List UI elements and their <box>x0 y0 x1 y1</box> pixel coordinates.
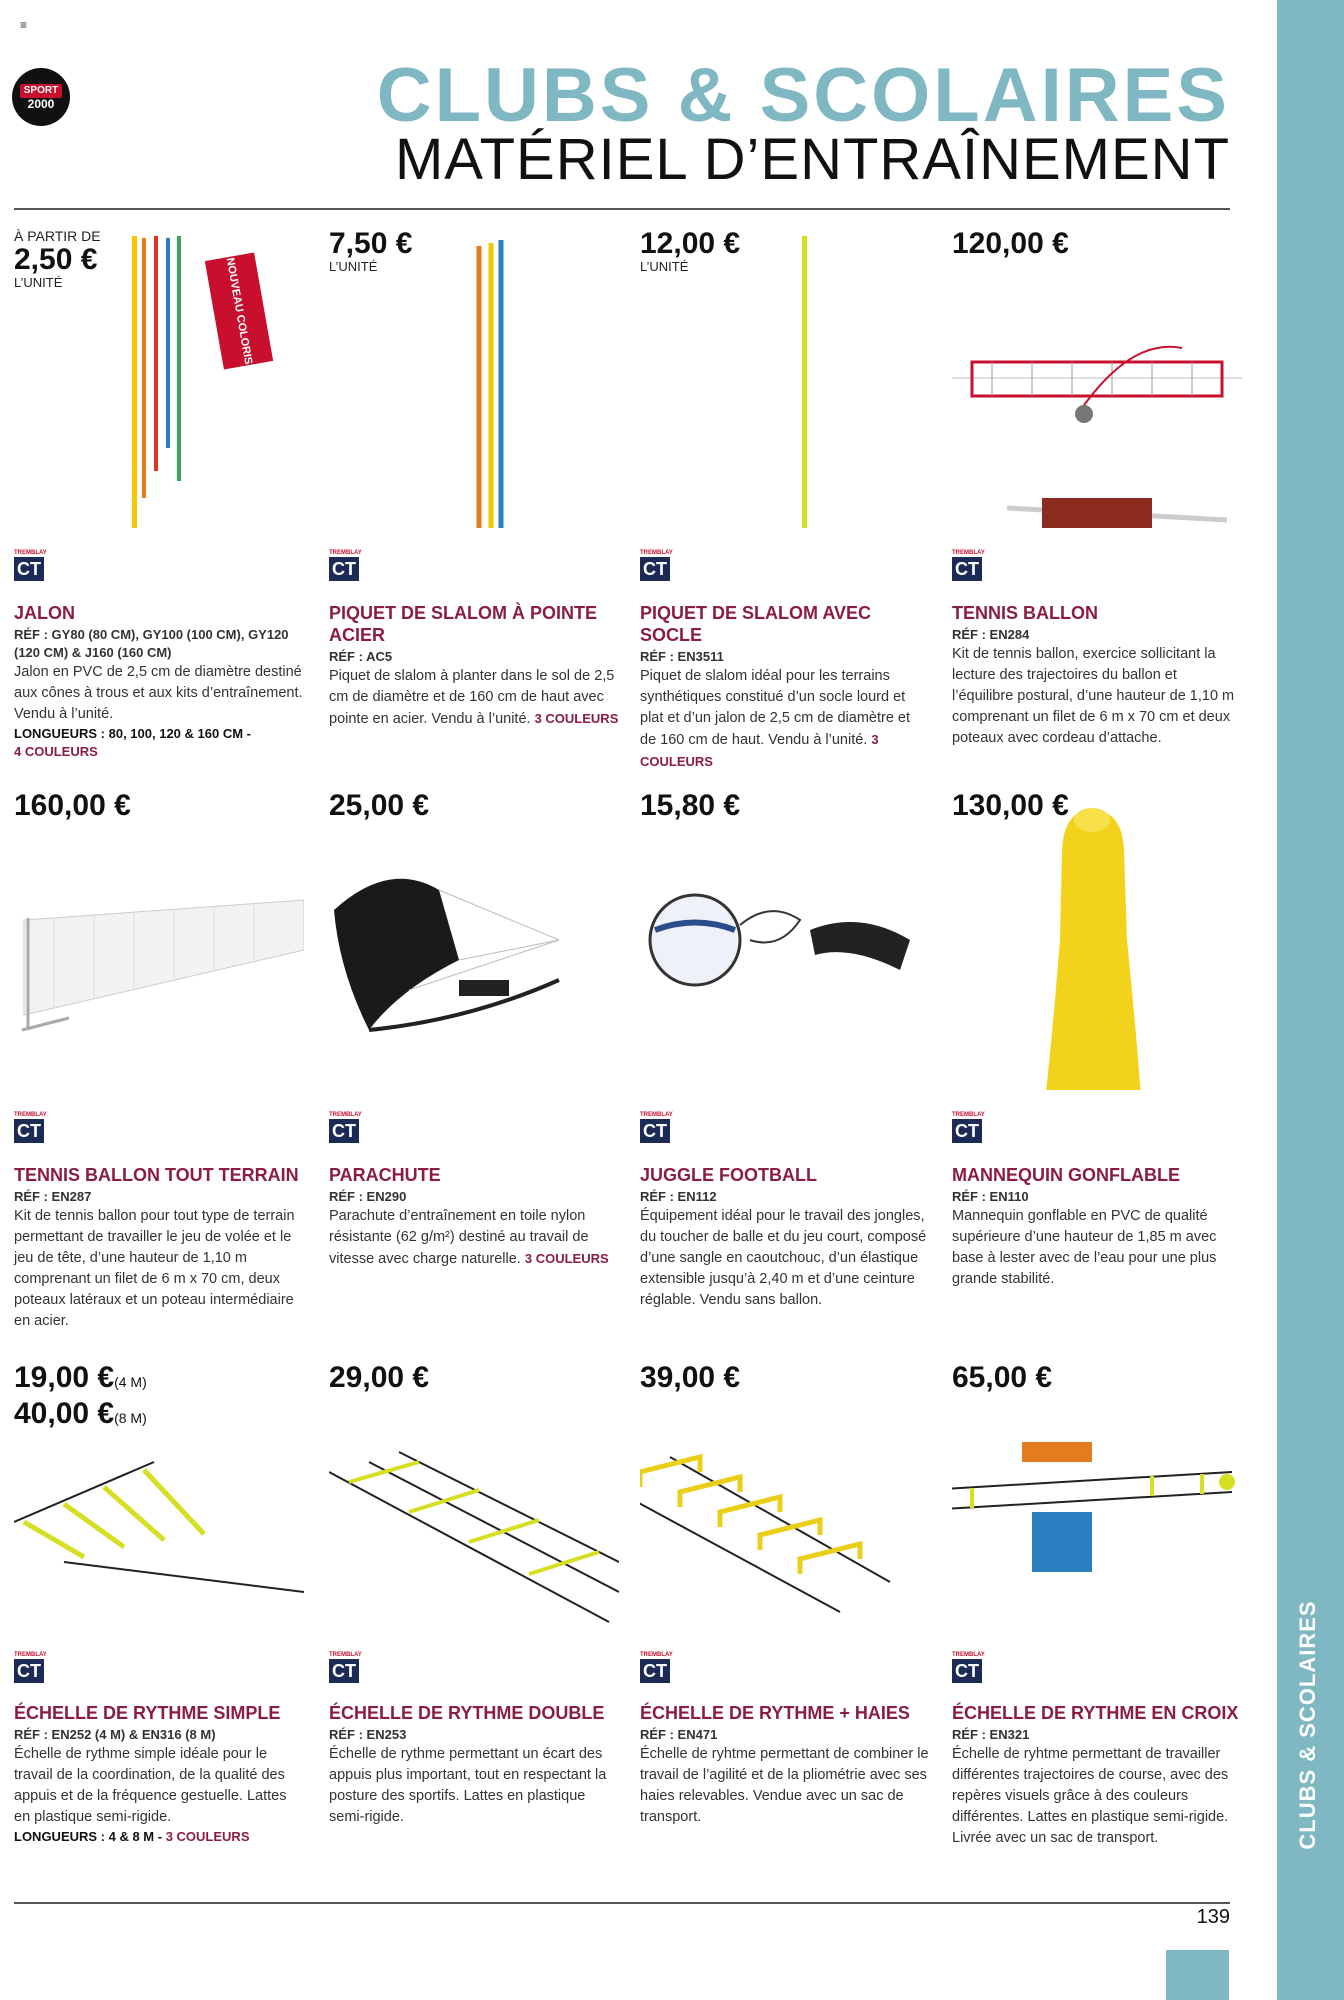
product-desc: Kit de tennis ballon, exercice sollicitant la lecture des trajectoires du ballon et l’équilibre postural, d’une hauteur de 1,10 m comprenant un filet de 6 m x 70 cm et deux poteaux avec cordeau d’attache. <box>952 646 1235 746</box>
price: 12,00 € <box>640 227 741 260</box>
product-ref: RÉF : AC5 <box>329 649 393 664</box>
mannequin-image <box>952 790 1242 1090</box>
product-ref: RÉF : EN110 <box>952 1189 1029 1204</box>
product-desc: Échelle de rythme simple idéale pour le travail de la coordination, de la qualité des appuis et de la fréquence gestuelle. Lattes en plastique semi-rigide. <box>14 1746 287 1825</box>
sport2000-logo <box>12 68 70 126</box>
price-prefix: À PARTIR DE <box>14 228 101 244</box>
product-ref: RÉF : EN287 <box>14 1189 92 1204</box>
product-piquet-slalom-socle[interactable] <box>640 228 930 773</box>
tennis-ballon-image <box>952 228 1242 528</box>
tremblay-logo: TREMBLAY CT <box>640 1112 673 1141</box>
product-info <box>329 1702 619 1828</box>
footer-tab <box>1166 1950 1229 2000</box>
price: 160,00 € <box>14 789 131 822</box>
tremblay-logo: TREMBLAY CT <box>952 1652 985 1681</box>
product-echelle-simple[interactable] <box>14 1362 304 1892</box>
logo-bottom-text: 2000 <box>27 97 55 111</box>
product-desc: Échelle de ryhtme permettant de travailler différentes trajectoires de course, avec des repères visuels grâce à des couleurs différentes. Lattes en plastique semi-rigide. Livrée avec un sac de transport. <box>952 1746 1229 1846</box>
price: 39,00 € <box>640 1361 741 1394</box>
echelle-simple-image <box>14 1422 304 1722</box>
product-ref: RÉF : EN252 (4 M) & EN316 (8 M) <box>14 1727 216 1742</box>
product-desc: Kit de tennis ballon pour tout type de terrain permettant de travailler le jeu de volée et le jeu de tête, d’une hauteur de 1,10 m comprenant un filet de 6 m x 70 cm, deux poteaux latéraux et un poteau intermédiaire en acier. <box>14 1208 295 1329</box>
product-lengths: LONGUEURS : 80, 100, 120 & 160 CM - 4 COULEURS <box>14 726 251 759</box>
product-desc: Mannequin gonflable en PVC de qualité supérieure d’une hauteur de 1,85 m avec base à lester avec de l’eau pour une plus grande stabilité. <box>952 1208 1217 1287</box>
price-unit: L’UNITÉ <box>14 275 63 290</box>
price: 15,80 € <box>640 789 741 822</box>
product-name: JUGGLE FOOTBALL <box>640 1165 817 1185</box>
product-echelle-haies[interactable] <box>640 1362 930 1892</box>
price: 7,50 € <box>329 227 413 260</box>
product-tennis-ballon-tout-terrain[interactable] <box>14 790 304 1335</box>
product-desc: Échelle de rythme permettant un écart des appuis plus important, tout en respectant la posture des sportifs. Lattes en plastique semi-rigide. <box>329 1746 607 1825</box>
price-block <box>329 790 429 822</box>
header-divider <box>14 208 1230 210</box>
product-piquet-slalom-pointe[interactable] <box>329 228 619 773</box>
product-info <box>640 1702 930 1828</box>
product-info <box>952 1702 1242 1849</box>
price-block <box>952 1362 1052 1394</box>
product-name: MANNEQUIN GONFLABLE <box>952 1165 1180 1185</box>
product-name: TENNIS BALLON <box>952 603 1098 623</box>
product-info <box>14 602 304 761</box>
page-subtitle: MATÉRIEL D’ENTRAÎNEMENT <box>394 127 1230 192</box>
price-unit: L’UNITÉ <box>329 259 378 274</box>
price: 25,00 € <box>329 789 430 822</box>
product-juggle-football[interactable] <box>640 790 930 1335</box>
product-ref: RÉF : EN112 <box>640 1189 717 1204</box>
product-lengths: LONGUEURS : 4 & 8 M - 3 COULEURS <box>14 1829 250 1844</box>
product-tennis-ballon[interactable] <box>952 228 1242 773</box>
product-parachute[interactable] <box>329 790 619 1335</box>
price: 19,00 €(4 M) <box>14 1361 147 1394</box>
echelle-haies-image <box>640 1402 930 1702</box>
product-ref: RÉF : EN471 <box>640 1727 718 1742</box>
price-block <box>640 790 740 822</box>
tremblay-logo: TREMBLAY CT <box>14 1652 47 1681</box>
product-ref: RÉF : EN284 <box>952 627 1030 642</box>
product-info <box>329 602 619 730</box>
product-desc: Piquet de slalom à planter dans le sol de 2,5 cm de diamètre et de 160 cm de haut avec pointe en acier. Vendu à l’unité. 3 COULEURS <box>329 668 619 727</box>
product-name: JALON <box>14 603 76 623</box>
product-info <box>14 1164 304 1332</box>
product-mannequin-gonflable[interactable] <box>952 790 1242 1335</box>
jalon-image <box>14 228 304 528</box>
sidebar-label: CLUBS & SCOLAIRES <box>1295 1600 1320 1850</box>
product-desc: Piquet de slalom idéal pour les terrains synthétiques constitué d’un socle lourd et plat et d’un jalon de 2,5 cm de diamètre et de 160 cm de haut. Vendu à l’unité. 3 COULEURS <box>640 668 911 769</box>
tremblay-logo: TREMBLAY CT <box>14 550 47 579</box>
product-ref: RÉF : EN321 <box>952 1727 1030 1742</box>
logo-top-text: SPORT <box>20 84 62 98</box>
juggle-football-image <box>640 830 930 1130</box>
product-desc: Jalon en PVC de 2,5 cm de diamètre destiné aux cônes à trous et aux kits d’entraînement. Vendu à l’unité. <box>14 664 303 722</box>
page-number: 139 <box>1196 1906 1230 1928</box>
tremblay-logo: TREMBLAY CT <box>329 550 362 579</box>
piquet-socle-image <box>640 228 930 528</box>
product-info <box>952 1164 1242 1290</box>
product-desc: Parachute d’entraînement en toile nylon résistante (62 g/m²) destiné au travail de vitesse avec charge naturelle. 3 COULEURS <box>329 1208 609 1267</box>
product-name: TENNIS BALLON TOUT TERRAIN <box>14 1165 299 1185</box>
tremblay-logo: TREMBLAY CT <box>640 550 673 579</box>
price: 130,00 € <box>952 789 1069 822</box>
product-jalon[interactable] <box>14 228 304 773</box>
tennis-tout-terrain-image <box>14 830 304 1130</box>
product-info <box>14 1702 304 1846</box>
product-info <box>640 602 930 773</box>
product-name: PIQUET DE SLALOM À POINTE ACIER <box>329 603 598 645</box>
parachute-image <box>329 830 619 1130</box>
product-echelle-double[interactable] <box>329 1362 619 1892</box>
product-ref: RÉF : GY80 (80 CM), GY100 (100 CM), GY120 (120 CM) & J160 (160 CM) <box>14 627 289 660</box>
price-unit: L’UNITÉ <box>640 259 689 274</box>
product-info <box>640 1164 930 1311</box>
product-name: ÉCHELLE DE RYTHME DOUBLE <box>329 1703 605 1723</box>
tremblay-logo: TREMBLAY CT <box>14 1112 47 1141</box>
product-info <box>952 602 1242 749</box>
product-desc: Échelle de ryhtme permettant de combiner le travail de l’agilité et de la pliométrie avec ses haies relevables. Vendue avec un sac de transport. <box>640 1746 929 1825</box>
tremblay-logo: TREMBLAY CT <box>952 550 985 579</box>
footer-divider <box>14 1902 1230 1904</box>
price: 2,50 € <box>14 243 98 276</box>
product-ref: RÉF : EN3511 <box>640 649 724 664</box>
echelle-double-image <box>329 1402 619 1702</box>
product-name: ÉCHELLE DE RYTHME + HAIES <box>640 1703 910 1723</box>
product-name: PIQUET DE SLALOM AVEC SOCLE <box>640 603 872 645</box>
tremblay-logo: TREMBLAY CT <box>329 1652 362 1681</box>
echelle-croix-image <box>952 1402 1242 1702</box>
price-block <box>640 1362 740 1394</box>
product-ref: RÉF : EN253 <box>329 1727 407 1742</box>
product-desc: Équipement idéal pour le travail des jongles, du toucher de balle et du jeu court, composé d’une sangle en caoutchouc, d’un élastique extensible jusqu’à 2,40 m et d’une ceinture réglable. Vendu sans ballon. <box>640 1208 927 1308</box>
price-alt: 40,00 €(8 M) <box>14 1397 147 1430</box>
product-name: PARACHUTE <box>329 1165 441 1185</box>
price: 120,00 € <box>952 227 1069 260</box>
page-title: CLUBS & SCOLAIRES <box>376 53 1230 138</box>
new-colors-badge: NOUVEAU COLORIS <box>205 252 273 369</box>
price-block <box>14 790 131 822</box>
price: 29,00 € <box>329 1361 430 1394</box>
menu-icon[interactable]: ≡ <box>20 18 28 32</box>
price-block <box>329 1362 429 1394</box>
tremblay-logo: TREMBLAY CT <box>952 1112 985 1141</box>
price: 65,00 € <box>952 1361 1053 1394</box>
tremblay-logo: TREMBLAY CT <box>640 1652 673 1681</box>
product-echelle-croix[interactable] <box>952 1362 1242 1892</box>
product-name: ÉCHELLE DE RYTHME EN CROIX <box>952 1703 1239 1723</box>
tremblay-logo: TREMBLAY CT <box>329 1112 362 1141</box>
product-name: ÉCHELLE DE RYTHME SIMPLE <box>14 1703 281 1723</box>
product-info <box>329 1164 619 1270</box>
product-ref: RÉF : EN290 <box>329 1189 407 1204</box>
piquet-pointe-image <box>329 228 619 528</box>
